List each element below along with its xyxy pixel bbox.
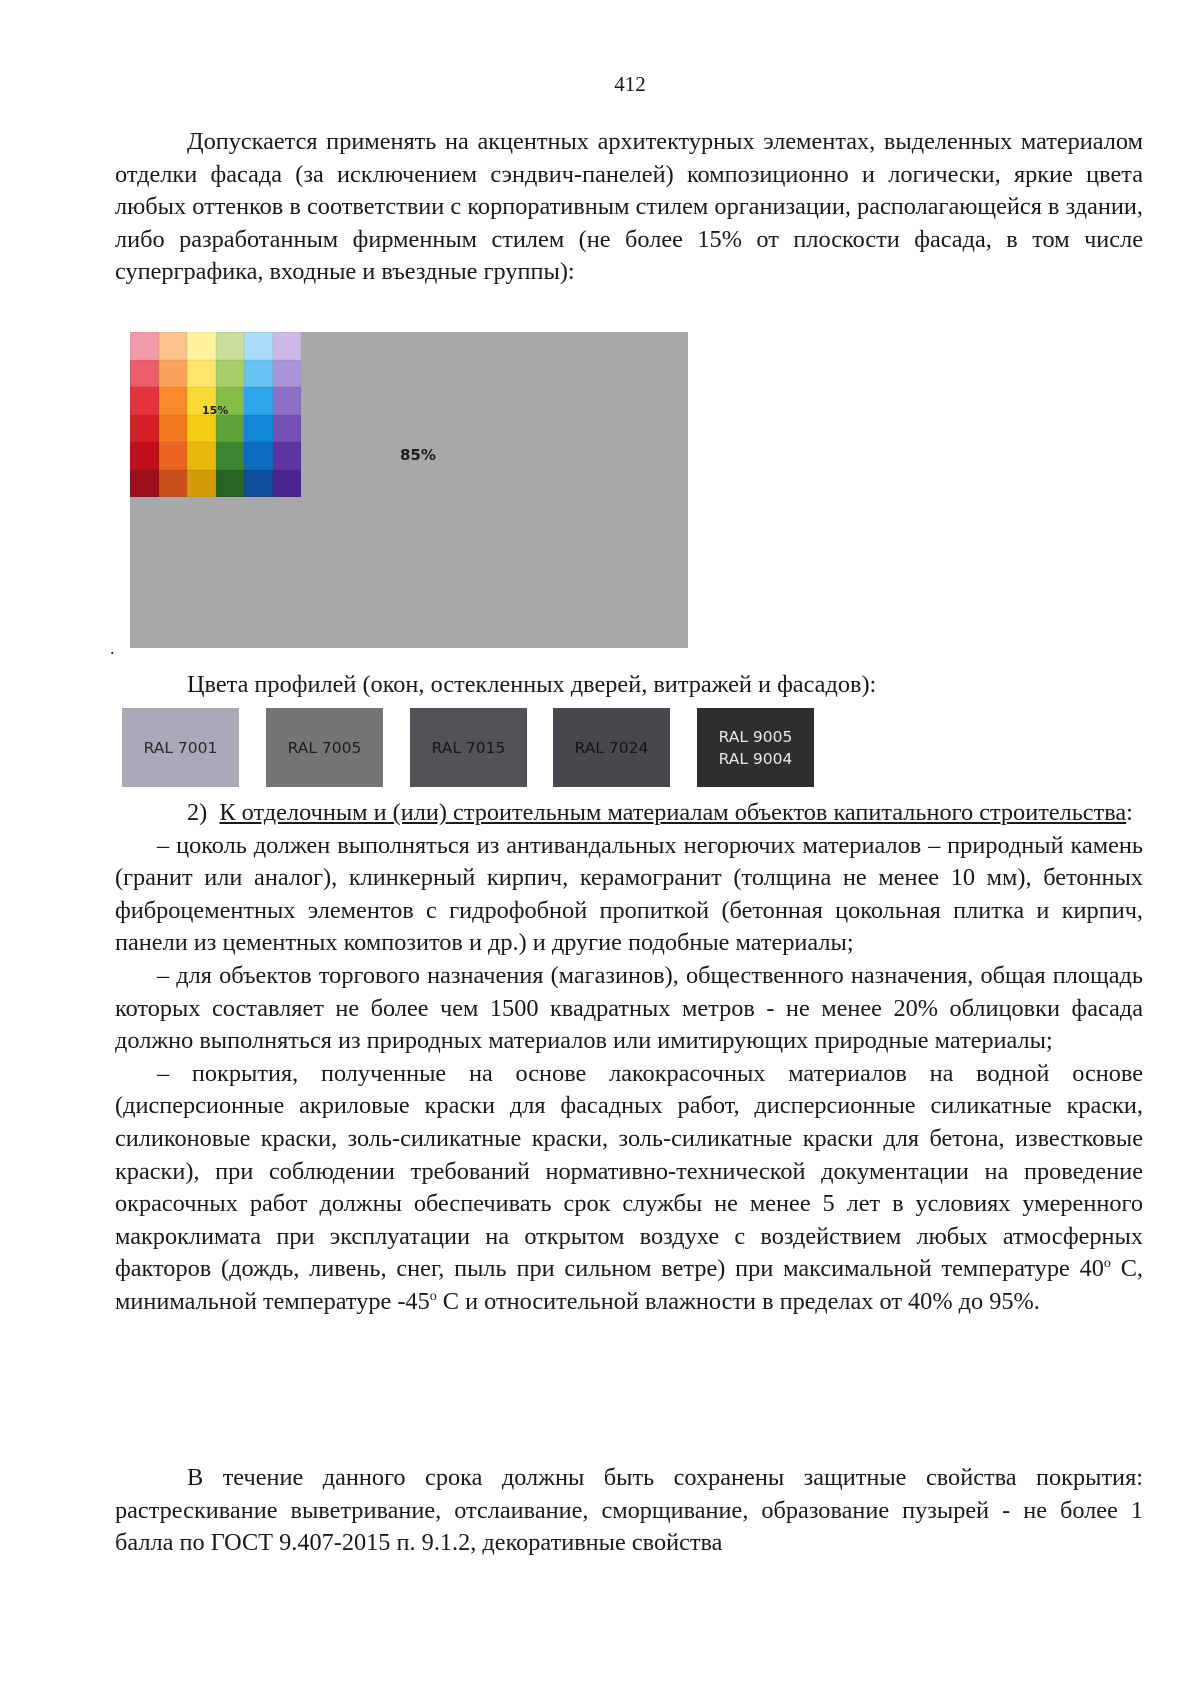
section-2: [115, 797, 1143, 1319]
ral-swatch-7015: [410, 708, 527, 787]
color-swatch: [159, 387, 188, 415]
color-swatch: [130, 470, 159, 498]
color-swatch: [244, 415, 273, 443]
color-swatch: [187, 470, 216, 498]
color-swatch: [130, 442, 159, 470]
ral-label: RAL 7005: [287, 738, 362, 757]
color-swatch: [216, 415, 245, 443]
profiles-heading: Цвета профилей (окон, остекленных дверей, витражей и фасадов):: [187, 671, 877, 698]
color-swatch: [187, 332, 216, 360]
color-swatch: [159, 470, 188, 498]
color-swatch: [216, 470, 245, 498]
color-swatch: [130, 415, 159, 443]
color-swatch: [273, 470, 302, 498]
ral-swatch-7001: [122, 708, 239, 787]
color-swatch: [159, 360, 188, 388]
color-swatch: [130, 360, 159, 388]
color-swatch: [216, 332, 245, 360]
color-swatch: [187, 415, 216, 443]
degree-mark: o: [1103, 1256, 1111, 1272]
ral-swatch-7024: [553, 708, 670, 787]
color-swatch: [130, 387, 159, 415]
section-2-heading: [115, 797, 1143, 830]
list-item-plinth: – цоколь должен выполняться из антивандальных негорючих материалов – природный камень (гранит или аналог), клинкерный кирпич, керамогранит (толщина не менее 10 мм), бетонных фиброцементных элементов с гидрофобной пропиткой (бетонная цокольная плитка и кирпич, панели из цементных композитов и др.) и другие подобные материалы;: [115, 831, 1143, 957]
color-swatch: [187, 360, 216, 388]
color-swatch: [244, 332, 273, 360]
color-swatch: [273, 415, 302, 443]
color-swatch: [130, 332, 159, 360]
facade-color-figure: [130, 332, 688, 648]
coatings-text: – покрытия, полученные на основе лакокрасочных материалов на водной основе (дисперсионные акриловые краски для фасадных работ, дисперсионные силикатные краски, силиконовые краски, золь-силикатные краски, золь-силикатные краски для бетона, известковые краски), при соблюдении требований нормативно-технической документации на проведение окрасочных работ должны обеспечивать срок службы не менее 5 лет в условиях умеренного макроклимата при эксплуатации на открытом воздухе с воздействием любых атмосферных факторов (дождь, ливень, снег, пыль при сильном ветре) при максимальной температуре 40: [115, 1059, 1143, 1283]
accent-percent-label: 15%: [202, 404, 229, 417]
coatings-text: С и относительной влажности в пределах от 40% до 95%.: [436, 1287, 1040, 1315]
intro-paragraph: Допускается применять на акцентных архитектурных элементах, выделенных материалом отделки фасада (за исключением сэндвич-панелей) композиционно и логически, яркие цвета любых оттенков в соответствии с корпоративным стилем организации, располагающейся в здании, либо разработанным фирменным стилем (не более 15% от плоскости фасада, в том числе суперграфика, входные и въездные группы):: [115, 128, 1143, 286]
color-swatch: [273, 387, 302, 415]
color-swatch: [244, 387, 273, 415]
color-swatch: [244, 442, 273, 470]
color-swatch: [159, 415, 188, 443]
base-percent-label: 85%: [400, 446, 436, 464]
color-swatch: [216, 360, 245, 388]
color-swatch: [273, 332, 302, 360]
color-swatch: [216, 442, 245, 470]
ral-label: RAL 9004: [718, 749, 793, 768]
ral-label: RAL 7015: [431, 738, 506, 757]
section-heading-colon: :: [1126, 799, 1133, 826]
section-heading-text: К отделочным и (или) строительным материалам объектов капитального строительства: [219, 799, 1127, 826]
ral-label: RAL 9005: [718, 727, 793, 746]
color-swatch: [244, 360, 273, 388]
color-swatch: [273, 442, 302, 470]
color-swatch: [159, 332, 188, 360]
ral-swatch-9005-9004: [697, 708, 814, 787]
color-swatch: [187, 442, 216, 470]
last-paragraph: В течение данного срока должны быть сохранены защитные свойства покрытия: растрескивание выветривание, отслаивание, сморщивание, образование пузырей - не более 1 балла по ГОСТ 9.407-2015 п. 9.1.2, декоративные свойства: [115, 1464, 1143, 1557]
dot-mark: .: [110, 638, 115, 658]
ral-swatch-7005: [266, 708, 383, 787]
ral-label: RAL 7024: [574, 738, 649, 757]
list-item-coatings: [115, 1058, 1143, 1319]
color-swatch: [159, 442, 188, 470]
section-number: 2): [187, 799, 208, 826]
degree-mark: o: [429, 1288, 437, 1304]
coatings-text: С, минимальной температуре -45: [115, 1255, 1143, 1315]
color-swatch: [244, 470, 273, 498]
ral-label: RAL 7001: [143, 738, 218, 757]
page-number: 412: [614, 72, 646, 96]
list-item-retail: – для объектов торгового назначения (магазинов), общественного назначения, общая площадь которых составляет не более чем 1500 квадратных метров - не менее 20% облицовки фасада должно выполняться из природных материалов или имитирующих природные материалы;: [115, 961, 1143, 1055]
color-swatch: [273, 360, 302, 388]
